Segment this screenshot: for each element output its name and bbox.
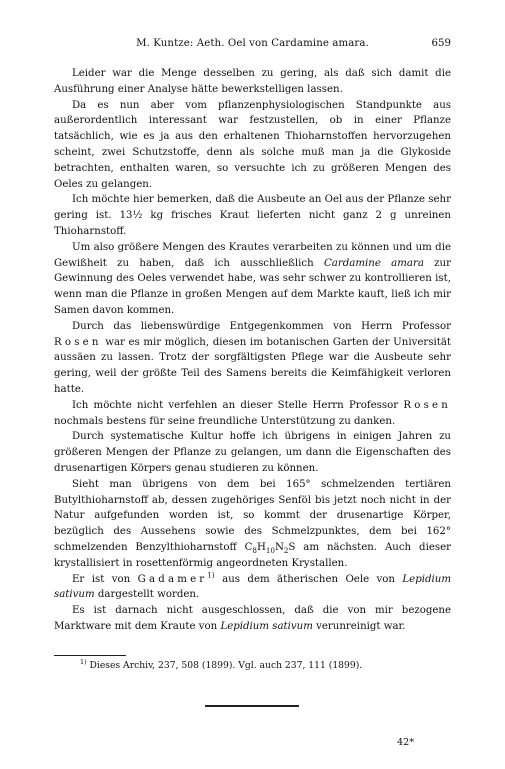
chemical-formula <box>245 542 296 553</box>
paragraph-text: dargestellt worden. <box>94 589 200 601</box>
paragraph <box>54 429 451 476</box>
paragraph <box>54 66 451 98</box>
running-header <box>54 38 451 52</box>
footnote-divider <box>54 655 126 656</box>
paragraph <box>54 240 451 319</box>
person-name: Gadamer <box>137 573 208 585</box>
paragraph <box>54 572 451 604</box>
paragraph-text: Um also größere Mengen des Krautes verarbeiten zu können und um die Gewißheit zu haben, daß ich ausschließlich <box>54 241 451 269</box>
paragraph-text: Sieht man übrigens von dem bei 165° schmelzenden tertiären Butylthioharnstoff ab, dessen zugehöriges Senföl bis jetzt noch nicht in der Natur aufgefunden worden ist, so kommt der drusenartige Körper, bezüglich des Aussehens sowie des Schmelzpunktes, dem bei 162° schmelzenden Benzylthioharnstoff <box>54 478 451 553</box>
paragraph <box>54 319 451 398</box>
formula-subscript: 10 <box>265 545 275 555</box>
formula-element: N <box>274 541 284 553</box>
paragraph-text: nochmals bestens für seine freundliche Unterstützung zu danken. <box>54 415 396 427</box>
paragraph-text: zur Gewinnung des Oeles verwendet habe, was sehr schwer zu kontrollieren ist, wenn man die Pflanze in großen Mengen auf dem Markte kauft, ließ ich mir Samen davon kommen. <box>54 257 451 316</box>
paragraph-text: verunreinigt war. <box>312 620 406 632</box>
person-name: Rosen <box>403 399 451 411</box>
body-text <box>54 66 451 635</box>
running-title: M. Kuntze: Aeth. Oel von Cardamine amara. <box>136 38 369 49</box>
paragraph-text: aus dem ätherischen Oele von <box>214 573 403 585</box>
section-end-rule <box>205 705 299 707</box>
paragraph <box>54 603 451 635</box>
footnote <box>54 659 451 672</box>
paragraph-text: Er ist von <box>72 573 138 585</box>
paragraph <box>54 98 451 193</box>
formula-subscript: 2 <box>283 545 289 555</box>
paragraph-text: Ich möchte nicht verfehlen an dieser Stelle Herrn Professor <box>72 399 404 411</box>
paragraph <box>54 398 451 430</box>
printer-signature-mark: 42* <box>397 737 415 748</box>
species-name: Cardamine amara <box>324 257 424 269</box>
paragraph-text: am nächsten. Auch dieser krystallisiert in rosettenförmig angeordneten Krystallen. <box>54 541 451 569</box>
species-name: Lepidium sativum <box>54 573 451 601</box>
paragraph <box>54 192 451 239</box>
paragraph-text: Da es nun aber vom pflanzenphysiologischen Standpunkte aus außerordentlich interessant war festzustellen, ob in einer Pflanze tatsächlich, wie es ja aus den erhaltenen Thioharnstoffen hervorzugehen scheint, zwei Schutzstoffe, denn als solche muß man ja die Glykoside betrachten, enthalten waren, so versuchte ich zu größeren Mengen des Oeles zu gelangen. <box>54 99 451 190</box>
paragraph-text: Es ist darnach nicht ausgeschlossen, daß die von mir bezogene Marktware mit dem Kraute von <box>54 605 451 632</box>
paragraph-text: Durch systematische Kultur hoffe ich übrigens in einigen Jahren zu größeren Mengen der Pflanze zu gelangen, um dann die Eigenschaften des drusenartigen Körpers genau studieren zu können. <box>54 431 451 474</box>
footnote-reference[interactable]: 1) <box>207 570 215 580</box>
formula-element: C <box>244 541 253 553</box>
paragraph-text: Leider war die Menge desselben zu gering, als daß sich damit die Ausführung einer Analyse hätte bewerkstelligen lassen. <box>54 68 451 95</box>
paragraph-text: war es mir möglich, diesen im botanischen Garten der Universität aussäen zu lassen. Trotz der sorgfältigsten Pflege war die Ausbeute sehr gering, weil der größte Teil des Samens bereits die Keimfähigkeit verloren hatte. <box>54 336 451 395</box>
paragraph-text: Durch das liebenswürdige Entgegenkommen von Herrn Professor <box>72 320 451 332</box>
formula-subscript: 8 <box>252 545 257 555</box>
person-name: Rosen <box>54 336 102 348</box>
paragraph-text: Ich möchte hier bemerken, daß die Ausbeute an Oel aus der Pflanze sehr gering ist. 13½ kg frisches Kraut lieferten nicht ganz 2 g unreinen Thioharnstoff. <box>54 194 451 237</box>
footnote-text: Dieses Archiv, 237, 508 (1899). Vgl. auch 237, 111 (1899). <box>86 660 363 671</box>
paragraph <box>54 477 451 572</box>
formula-element: H <box>256 541 266 553</box>
page-number: 659 <box>431 38 451 49</box>
footnote-marker: 1) <box>80 657 87 666</box>
species-name: Lepidium sativum <box>220 620 313 632</box>
formula-element: S <box>288 541 296 553</box>
